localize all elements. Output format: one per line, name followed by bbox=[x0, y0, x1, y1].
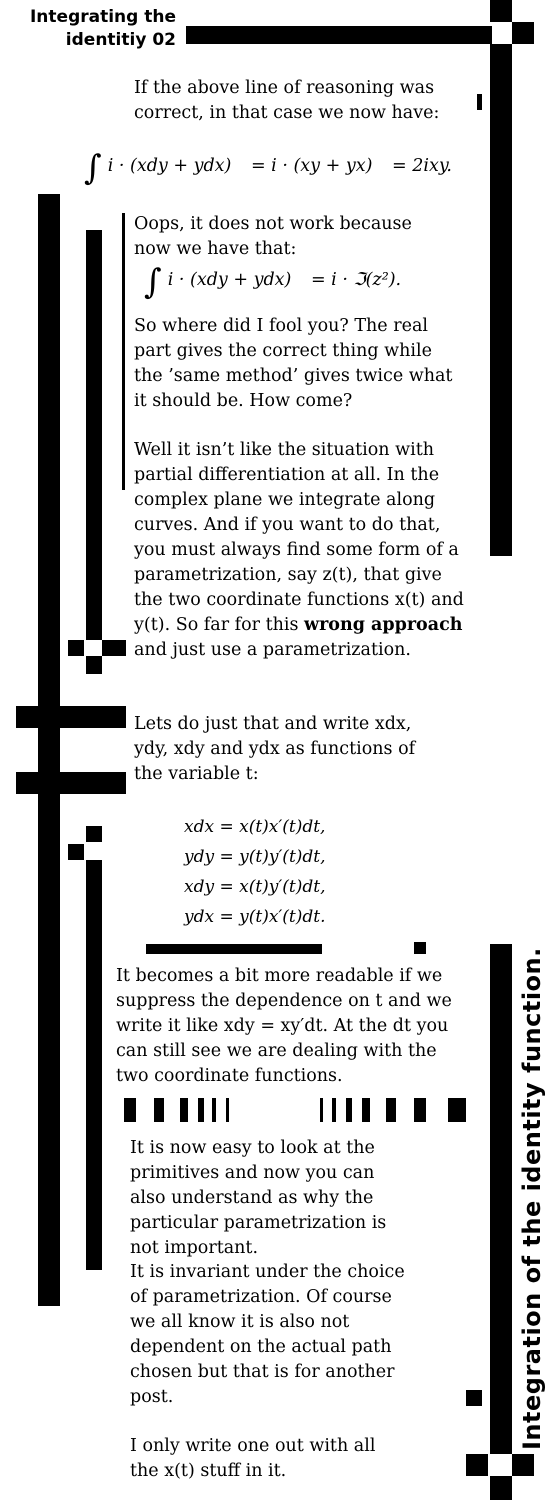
right-vertical-bar bbox=[490, 944, 512, 1454]
text-rule bbox=[122, 213, 125, 490]
cross-square bbox=[16, 706, 38, 728]
side-title: Integration of the identity function. bbox=[518, 947, 546, 1450]
right-vertical-bar bbox=[490, 44, 512, 556]
last-paragraph: I only write one out with all the x(t) stuff in it. bbox=[130, 1436, 376, 1481]
fool-paragraph: So where did I fool you? The real part gives the correct thing while the ’same method’ gives twice what it should be. How come? bbox=[134, 316, 453, 411]
small-square bbox=[414, 942, 426, 954]
equation-line: ydy = y(t)y′(t)dt, bbox=[184, 847, 326, 867]
cross-bar bbox=[60, 772, 126, 794]
left-vertical-bar bbox=[86, 860, 102, 1270]
readable-paragraph: It becomes a bit more readable if we suppress the dependence on t and we write it like xdy = xy′dt. At the dt you can still see we are dealing with the two coordinate functions. bbox=[116, 966, 452, 1086]
stripe bbox=[180, 1098, 188, 1122]
checker-square bbox=[512, 1454, 534, 1476]
top-bar bbox=[186, 26, 492, 44]
well-paragraph: Well it isn’t like the situation with partial differentiation at all. In the complex plane we integrate along curves. And if you want to do that, you must always find some form of a parametrization, say z(t), that give the two coordinate functions x(t) and y(t). So far for this wrong approach and just use a parametrization. bbox=[134, 440, 464, 660]
corner-square bbox=[512, 22, 534, 44]
invariant-paragraph: It is invariant under the choice of parametrization. Of course we all know it is also not dependent on the actual path chosen but that is for another post. bbox=[130, 1262, 405, 1407]
stripe bbox=[154, 1098, 164, 1122]
stripe bbox=[320, 1098, 323, 1122]
mid-bar bbox=[146, 944, 322, 954]
small-square bbox=[466, 1390, 482, 1406]
intro-paragraph: If the above line of reasoning was correct, in that case we now have: bbox=[134, 78, 440, 123]
primitives-paragraph: It is now easy to look at the primitives and now you can also understand as why the particular parametrization is not important. bbox=[130, 1138, 387, 1258]
cross-square bbox=[16, 772, 38, 794]
equation-list bbox=[184, 812, 326, 932]
checker-square bbox=[68, 844, 84, 860]
equation-2: ∫ i · (xdy + ydx) = i · ℑ(z²). bbox=[144, 262, 402, 302]
checker-square bbox=[466, 1454, 488, 1476]
stripe bbox=[226, 1098, 229, 1122]
page-title: Integrating the identitiy 02 bbox=[29, 7, 176, 50]
equation-line: ydx = y(t)x′(t)dt. bbox=[184, 907, 326, 927]
cross-bar bbox=[60, 706, 126, 728]
small-tick bbox=[477, 94, 482, 110]
lets-paragraph: Lets do just that and write xdx, ydy, xdy and ydx as functions of the variable t: bbox=[134, 714, 416, 784]
equation-line: xdy = x(t)y′(t)dt, bbox=[184, 877, 326, 897]
stripe bbox=[346, 1098, 352, 1122]
stripe bbox=[414, 1098, 426, 1122]
corner-square bbox=[490, 0, 512, 22]
left-vertical-bar bbox=[86, 230, 102, 640]
checker-square bbox=[86, 826, 102, 842]
oops-paragraph: Oops, it does not work because now we have that: bbox=[134, 214, 412, 259]
equation-1: ∫ i · (xdy + ydx) = i · (xy + yx) = 2ixy. bbox=[84, 148, 452, 188]
stripe bbox=[362, 1098, 370, 1122]
checker-square bbox=[68, 640, 84, 656]
stripe bbox=[386, 1098, 396, 1122]
wrong-approach: wrong approach bbox=[304, 615, 463, 635]
checker-square bbox=[490, 1476, 512, 1500]
stripe bbox=[124, 1098, 136, 1122]
stripe bbox=[198, 1098, 204, 1122]
checker-square bbox=[102, 640, 126, 656]
stripe bbox=[448, 1098, 466, 1122]
stripe bbox=[212, 1098, 216, 1122]
stripe bbox=[332, 1098, 336, 1122]
left-vertical-bar bbox=[38, 194, 60, 1306]
checker-square bbox=[86, 656, 102, 674]
equation-line: xdx = x(t)x′(t)dt, bbox=[184, 817, 326, 837]
